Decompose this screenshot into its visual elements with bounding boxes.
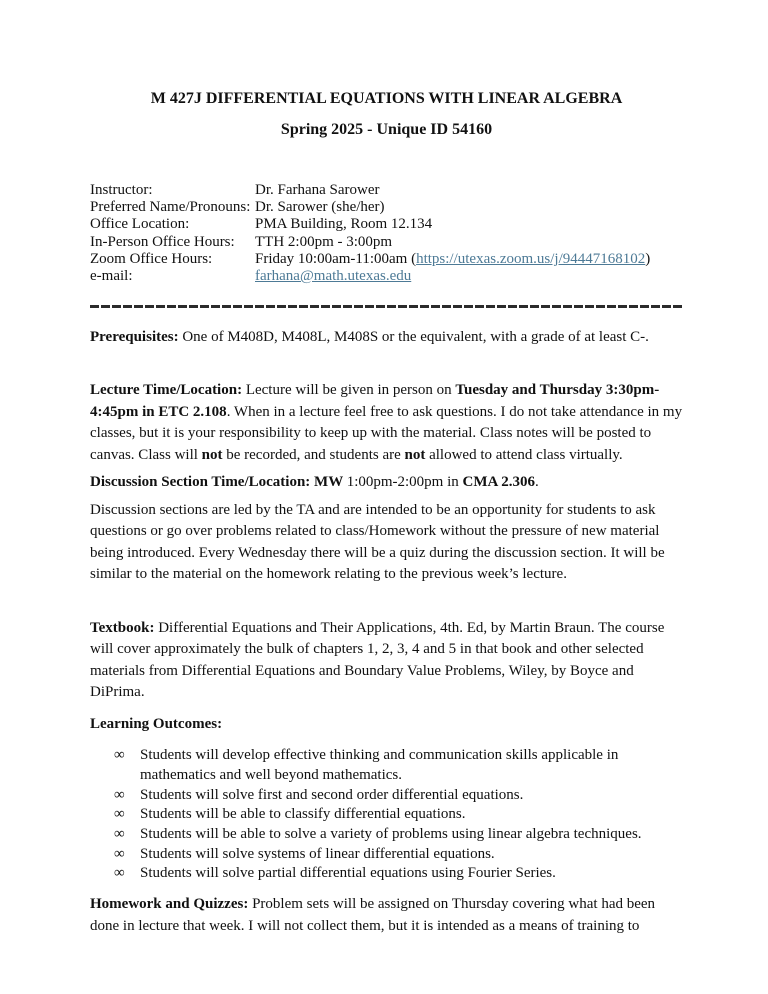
text-run: Dr. Sarower (she/her)	[255, 199, 385, 216]
info-row	[90, 251, 683, 268]
info-row	[90, 234, 683, 251]
list-item	[90, 805, 683, 825]
info-label: In-Person Office Hours:	[90, 233, 235, 250]
text-run: Tuesday and Thursday 3:30pm-4:45pm in ETC 2.108	[90, 382, 660, 420]
info-row	[90, 199, 683, 216]
course-subtitle: Spring 2025 - Unique ID 54160	[280, 121, 493, 138]
list-item	[90, 746, 683, 785]
text-run: .	[535, 474, 539, 491]
course-title: M 427J DIFFERENTIAL EQUATIONS WITH LINEAR ALGEBRA	[150, 90, 623, 107]
text-run: Lecture will be given in person on	[245, 382, 456, 399]
prerequisites-paragraph	[90, 327, 683, 349]
discussion-section-heading	[90, 472, 683, 494]
info-value	[255, 251, 683, 268]
text-run: be recorded, and students are	[222, 446, 405, 463]
list-item	[90, 864, 683, 884]
infinity-bullet-icon: ∞	[114, 747, 125, 764]
list-item-text: Students will solve partial differential equations using Fourier Series.	[140, 865, 556, 882]
info-row	[90, 182, 683, 199]
text-run: CMA 2.306	[462, 474, 536, 491]
list-item	[90, 845, 683, 865]
text-run: Discussion sections are led by the TA and are intended to be an opportunity for students to ask questions or go over problems related to class/Homework without the pressure of new material being introduced. Every Wednesday there will be a quiz during the discussion section. It will be similar to the material on the homework relating to the previous week’s lecture.	[90, 501, 665, 583]
lecture-time-location-paragraph	[90, 380, 683, 466]
list-item	[90, 825, 683, 845]
text-run: Textbook:	[90, 619, 159, 636]
text-run: Lecture Time/Location:	[90, 382, 246, 399]
info-value	[255, 182, 683, 199]
hyperlink[interactable]: farhana@math.utexas.edu	[255, 268, 412, 285]
text-run: )	[645, 250, 651, 267]
text-run: One of M408D, M408L, M408S or the equivalent, with a grade of at least C-.	[182, 328, 649, 345]
text-run: . When in a lecture feel free to ask questions. I do not take attendance in my classes, but it is your responsibility to keep up with the material. Class notes will be posted to canvas. Class will	[90, 403, 683, 463]
text-run: 1:00pm-2:00pm in	[346, 474, 463, 491]
info-row	[90, 268, 683, 285]
text-run: Friday 10:00am-11:00am (	[255, 250, 417, 267]
text-run: Differential Equations and Their Applications, 4th. Ed, by Martin Braun. The course will cover approximately the bulk of chapters 1, 2, 3, 4 and 5 in that book and other selected materials from Differential Equations and Boundary Value Problems, Wiley, by Boyce and DiPrima.	[90, 619, 665, 701]
text-run: not	[404, 446, 426, 463]
textbook-paragraph	[90, 618, 683, 704]
info-label: Office Location:	[90, 216, 190, 233]
hyperlink[interactable]: https://utexas.zoom.us/j/94447168102	[416, 250, 646, 267]
text-run: Homework and Quizzes:	[90, 896, 253, 913]
text-run: allowed to attend class virtually.	[425, 446, 623, 463]
discussion-section-body	[90, 500, 683, 586]
learning-outcomes-heading	[90, 714, 683, 736]
learning-outcomes-list	[90, 746, 683, 884]
list-item-text: Students will solve systems of linear differential equations.	[140, 845, 495, 862]
infinity-bullet-icon: ∞	[114, 786, 125, 803]
infinity-bullet-icon: ∞	[114, 845, 125, 862]
section-divider	[90, 305, 683, 308]
text-run: TTH 2:00pm - 3:00pm	[255, 233, 393, 250]
infinity-bullet-icon: ∞	[114, 865, 125, 882]
list-item-text: Students will solve first and second order differential equations.	[140, 786, 524, 803]
list-item-text: Students will be able to solve a variety of problems using linear algebra techniques.	[140, 826, 642, 843]
list-item-text: Students will be able to classify differential equations.	[140, 806, 466, 823]
info-value	[255, 268, 683, 285]
info-label: Instructor:	[90, 182, 153, 198]
document-body	[90, 327, 683, 937]
text-run: Prerequisites:	[90, 328, 183, 345]
info-value	[255, 234, 683, 251]
info-row	[90, 216, 683, 233]
list-item-text: Students will develop effective thinking and communication skills applicable in mathematics and well beyond mathematics.	[140, 747, 619, 783]
homework-and-quizzes-paragraph	[90, 894, 683, 937]
list-item	[90, 786, 683, 806]
text-run: PMA Building, Room 12.134	[255, 216, 433, 233]
text-run: not	[201, 446, 223, 463]
infinity-bullet-icon: ∞	[114, 806, 125, 823]
text-run: Problem sets will be assigned on Thursday covering what had been done in lecture that week. I will not collect them, but it is intended as a means of training to	[90, 896, 656, 934]
info-label: Zoom Office Hours:	[90, 250, 213, 267]
infinity-bullet-icon: ∞	[114, 826, 125, 843]
title-block	[90, 91, 683, 138]
text-run: Discussion Section Time/Location: MW	[90, 474, 347, 491]
text-run: Dr. Farhana Sarower	[255, 182, 380, 198]
info-label: e-mail:	[90, 268, 133, 285]
info-label: Preferred Name/Pronouns:	[90, 199, 251, 216]
instructor-info-block	[90, 182, 683, 285]
info-value	[255, 199, 683, 216]
text-run: Learning Outcomes:	[90, 715, 223, 732]
info-value	[255, 216, 683, 233]
